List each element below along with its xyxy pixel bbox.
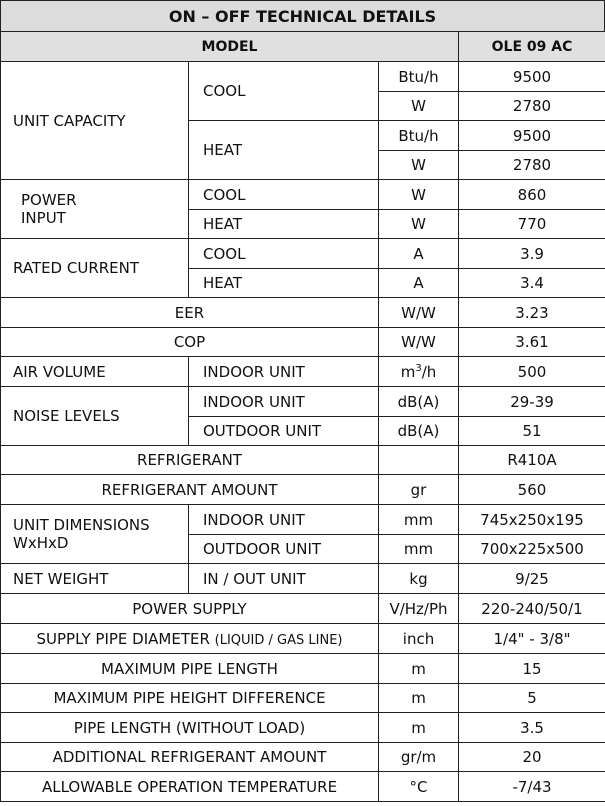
max-pipe-length-label: MAXIMUM PIPE LENGTH (1, 654, 379, 684)
table-row (1, 684, 605, 713)
unit-cell: dB(A) (379, 417, 459, 446)
unit-cell: W/W (379, 328, 459, 357)
power-input-label-line1: POWER (21, 191, 77, 209)
unit-capacity-label: UNIT CAPACITY (1, 62, 189, 180)
value-cell: 5 (459, 684, 605, 713)
mode-cell: COOL (189, 180, 379, 210)
table-row (1, 594, 605, 624)
unit-cell: W (379, 210, 459, 239)
table-row (1, 743, 605, 772)
table-row (1, 654, 605, 684)
model-label: MODEL (1, 32, 459, 62)
value-cell: 15 (459, 654, 605, 684)
unit-cell: W/W (379, 298, 459, 328)
value-cell: 860 (459, 180, 605, 210)
mode-cell: HEAT (189, 210, 379, 239)
unit-cell: W (379, 180, 459, 210)
mode-cell: HEAT (189, 269, 379, 298)
unit-base: m (400, 362, 416, 381)
unit-cell: m (379, 684, 459, 713)
value-cell: 745x250x195 (459, 505, 605, 535)
table-row (1, 446, 605, 475)
title-bar (0, 0, 605, 32)
value-cell: 3.4 (459, 269, 605, 298)
value-cell: 9500 (459, 121, 605, 151)
eer-label: EER (1, 298, 379, 328)
unit-cell: dB(A) (379, 387, 459, 417)
unit-cell: A (379, 269, 459, 298)
value-cell: R410A (459, 446, 605, 475)
sub-cell: INDOOR UNIT (189, 505, 379, 535)
table-row (1, 624, 605, 654)
unit-cell: gr/m (379, 743, 459, 772)
unit-dimensions-label-line1: UNIT DIMENSIONS (13, 516, 150, 534)
net-weight-label: NET WEIGHT (1, 564, 189, 594)
model-value: OLE 09 AC (459, 32, 605, 62)
value-cell: 51 (459, 417, 605, 446)
sub-cell: OUTDOOR UNIT (189, 417, 379, 446)
table-row (1, 713, 605, 743)
value-cell: 3.61 (459, 328, 605, 357)
table-row (1, 564, 605, 594)
unit-rest: /h (421, 362, 437, 381)
page-title: ON – OFF TECHNICAL DETAILS (1, 1, 605, 32)
table-row (1, 180, 605, 210)
unit-cell: Btu/h (379, 62, 459, 92)
unit-cell: gr (379, 475, 459, 505)
value-cell: 29-39 (459, 387, 605, 417)
unit-cell: V/Hz/Ph (379, 594, 459, 624)
value-cell: -7/43 (459, 772, 605, 802)
cool-label: COOL (189, 62, 379, 121)
unit-cell: m (379, 713, 459, 743)
table-row (1, 298, 605, 328)
sub-cell: INDOOR UNIT (189, 357, 379, 387)
unit-cell: inch (379, 624, 459, 654)
table-row (1, 62, 605, 92)
cop-label: COP (1, 328, 379, 357)
table-row (1, 239, 605, 269)
value-cell: 220-240/50/1 (459, 594, 605, 624)
heat-label: HEAT (189, 121, 379, 180)
refrigerant-label: REFRIGERANT (1, 446, 379, 475)
table-row (1, 505, 605, 535)
value-cell: 2780 (459, 92, 605, 121)
power-input-label (1, 180, 189, 239)
unit-cell: A (379, 239, 459, 269)
unit-sup: 3 (415, 362, 422, 374)
value-cell: 3.9 (459, 239, 605, 269)
value-cell: 500 (459, 357, 605, 387)
unit-dimensions-label (1, 505, 189, 564)
value-cell: 3.23 (459, 298, 605, 328)
table-row (1, 387, 605, 417)
value-cell: 9/25 (459, 564, 605, 594)
unit-dimensions-label-line2: WxHxD (13, 534, 69, 552)
unit-cell: m (379, 654, 459, 684)
power-supply-label: POWER SUPPLY (1, 594, 379, 624)
unit-cell (379, 446, 459, 475)
unit-cell: Btu/h (379, 121, 459, 151)
unit-cell (379, 357, 459, 387)
mode-cell: COOL (189, 239, 379, 269)
unit-cell: W (379, 92, 459, 121)
unit-cell: °C (379, 772, 459, 802)
value-cell: 1/4" - 3/8" (459, 624, 605, 654)
value-cell: 20 (459, 743, 605, 772)
value-cell: 9500 (459, 62, 605, 92)
additional-refrigerant-label: ADDITIONAL REFRIGERANT AMOUNT (1, 743, 379, 772)
sub-cell: IN / OUT UNIT (189, 564, 379, 594)
air-volume-label: AIR VOLUME (1, 357, 189, 387)
pipe-length-no-load-label: PIPE LENGTH (WITHOUT LOAD) (1, 713, 379, 743)
model-row (1, 32, 605, 62)
supply-pipe-label-main: SUPPLY PIPE DIAMETER (36, 629, 215, 648)
refrigerant-amount-label: REFRIGERANT AMOUNT (1, 475, 379, 505)
spec-table (0, 31, 605, 802)
table-row (1, 328, 605, 357)
sub-cell: INDOOR UNIT (189, 387, 379, 417)
value-cell: 770 (459, 210, 605, 239)
unit-cell: kg (379, 564, 459, 594)
operation-temperature-label: ALLOWABLE OPERATION TEMPERATURE (1, 772, 379, 802)
value-cell: 560 (459, 475, 605, 505)
table-row (1, 475, 605, 505)
sub-cell: OUTDOOR UNIT (189, 535, 379, 564)
supply-pipe-label (1, 624, 379, 654)
table-row (1, 772, 605, 802)
unit-cell: mm (379, 535, 459, 564)
unit-cell: mm (379, 505, 459, 535)
table-row (1, 357, 605, 387)
supply-pipe-label-note: (LIQUID / GAS LINE) (214, 632, 343, 648)
unit-cell: W (379, 151, 459, 180)
noise-levels-label: NOISE LEVELS (1, 387, 189, 446)
rated-current-label: RATED CURRENT (1, 239, 189, 298)
value-cell: 700x225x500 (459, 535, 605, 564)
power-input-label-line2: INPUT (21, 209, 66, 227)
max-pipe-height-label: MAXIMUM PIPE HEIGHT DIFFERENCE (1, 684, 379, 713)
value-cell: 2780 (459, 151, 605, 180)
value-cell: 3.5 (459, 713, 605, 743)
